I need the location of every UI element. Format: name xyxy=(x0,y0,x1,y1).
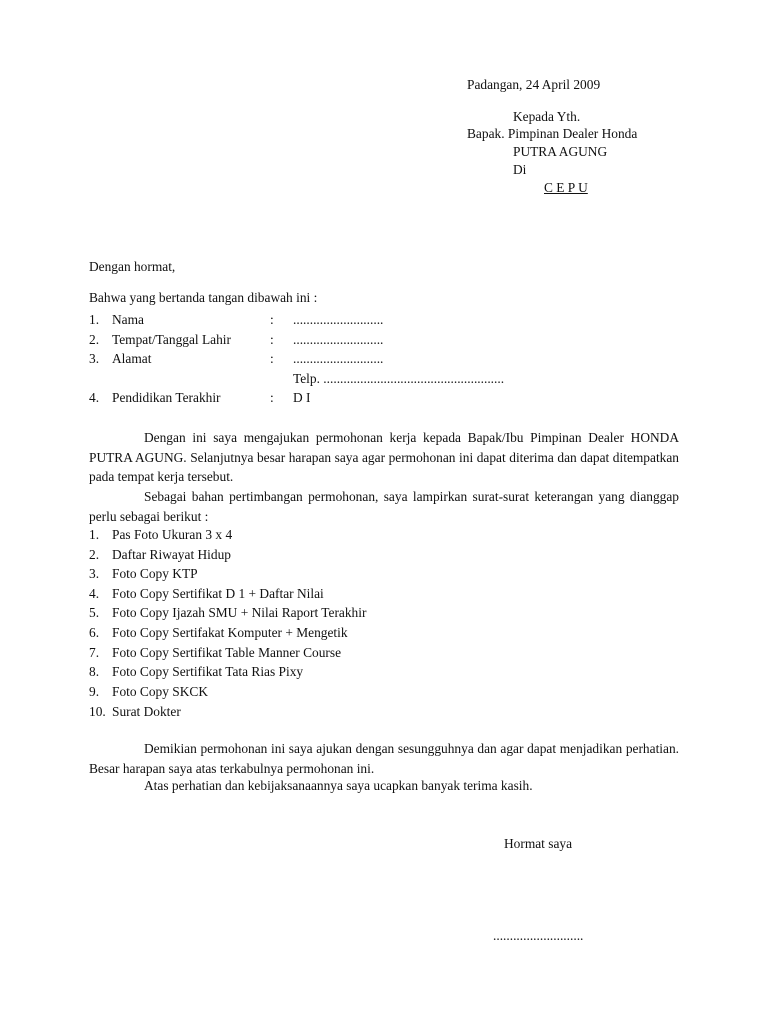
identity-row-value: ........................... xyxy=(293,332,384,347)
list-item-text: Surat Dokter xyxy=(112,704,181,719)
list-item-text: Pas Foto Ukuran 3 x 4 xyxy=(112,527,233,542)
identity-row-number: 1. xyxy=(89,312,100,327)
identity-row-label: Nama xyxy=(112,312,144,327)
identity-row-colon: : xyxy=(270,332,274,347)
list-item-text: Foto Copy KTP xyxy=(112,566,198,581)
list-item-number: 10. xyxy=(89,704,106,719)
identity-row-number: 2. xyxy=(89,332,100,347)
identity-row-label: Pendidikan Terakhir xyxy=(112,390,221,405)
list-item-number: 7. xyxy=(89,645,100,660)
identity-row-number: 3. xyxy=(89,351,100,366)
place-date: Padangan, 24 April 2009 xyxy=(467,77,601,92)
list-item-number: 8. xyxy=(89,664,100,679)
list-item-number: 2. xyxy=(89,547,100,562)
list-item-number: 1. xyxy=(89,527,100,542)
list-item-text: Foto Copy Sertifakat Komputer + Mengetik xyxy=(112,625,348,640)
identity-row-label: Alamat xyxy=(112,351,152,366)
recipient-city: C E P U xyxy=(544,180,588,195)
identity-row-value: Telp. ...................................................... xyxy=(293,371,505,386)
list-item-number: 4. xyxy=(89,586,100,601)
salutation: Dengan hormat, xyxy=(89,259,176,274)
list-item-text: Foto Copy Sertifikat D 1 + Daftar Nilai xyxy=(112,586,324,601)
signature-name: ........................... xyxy=(493,928,584,943)
list-item-text: Foto Copy Sertifikat Tata Rias Pixy xyxy=(112,664,304,679)
recipient-line3: Di xyxy=(513,162,527,177)
list-item-text: Daftar Riwayat Hidup xyxy=(112,547,231,562)
recipient-line2: PUTRA AGUNG xyxy=(513,144,608,159)
identity-row-value: ........................... xyxy=(293,351,384,366)
closing-paragraph-2: Atas perhatian dan kebijaksanaannya saya ucapkan banyak terima kasih. xyxy=(144,778,533,793)
identity-row-colon: : xyxy=(270,312,274,327)
identity-row-value: ........................... xyxy=(293,312,384,327)
closing-paragraph-1: Demikian permohonan ini saya ajukan dengan sesungguhnya dan agar dapat menjadikan perhatian. Besar harapan saya atas terkabulnya permohonan ini. xyxy=(89,741,679,776)
identity-row-number: 4. xyxy=(89,390,100,405)
identity-row-colon: : xyxy=(270,390,274,405)
recipient-kepada: Kepada Yth. xyxy=(513,109,581,124)
list-item-number: 5. xyxy=(89,605,100,620)
body-paragraph-2: Sebagai bahan pertimbangan permohonan, saya lampirkan surat-surat keterangan yang dianggap perlu sebagai berikut : xyxy=(89,489,679,524)
body-paragraph-1: Dengan ini saya mengajukan permohonan kerja kepada Bapak/Ibu Pimpinan Dealer HONDA PUTRA AGUNG. Selanjutnya besar harapan saya agar permohonan ini dapat diterima dan dapat ditempatkan pada tempat kerja tersebut. xyxy=(89,430,679,484)
identity-row-value: D I xyxy=(293,390,311,405)
list-item-number: 3. xyxy=(89,566,100,581)
list-item-text: Foto Copy Sertifikat Table Manner Course xyxy=(112,645,342,660)
signature-regards: Hormat saya xyxy=(504,836,573,851)
list-item-text: Foto Copy Ijazah SMU + Nilai Raport Terakhir xyxy=(112,605,367,620)
list-item-number: 9. xyxy=(89,684,100,699)
intro-line: Bahwa yang bertanda tangan dibawah ini : xyxy=(89,290,318,305)
identity-row-colon: : xyxy=(270,351,274,366)
list-item-text: Foto Copy SKCK xyxy=(112,684,208,699)
identity-row-label: Tempat/Tanggal Lahir xyxy=(112,332,231,347)
recipient-line1: Bapak. Pimpinan Dealer Honda xyxy=(467,126,638,141)
list-item-number: 6. xyxy=(89,625,100,640)
